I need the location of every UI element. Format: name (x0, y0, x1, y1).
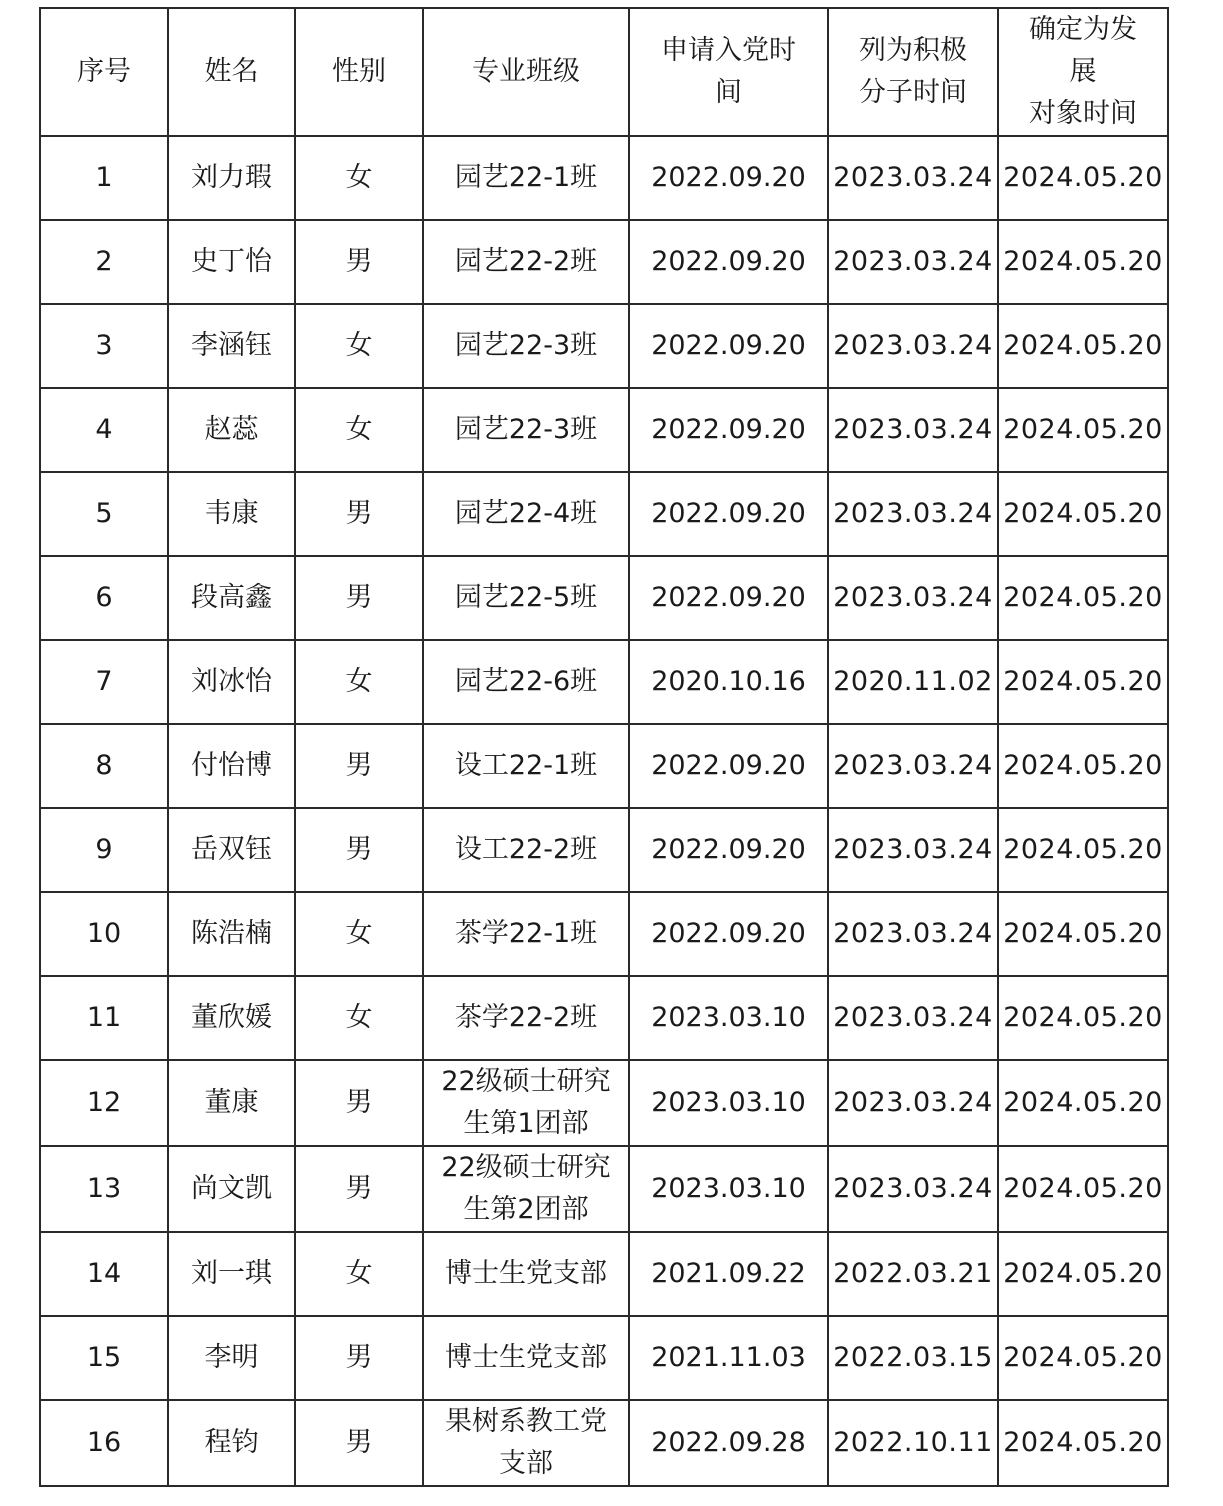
table-row (40, 472, 1168, 556)
cell-name: 尚文凯 (168, 1146, 295, 1232)
cell-development-date: 2024.05.20 (998, 1146, 1168, 1232)
cell-development-date: 2024.05.20 (998, 1060, 1168, 1146)
cell-class: 茶学22-1班 (423, 892, 629, 976)
table-row (40, 808, 1168, 892)
cell-activist-date: 2020.11.02 (828, 640, 998, 724)
cell-gender: 男 (295, 556, 423, 640)
table-row (40, 388, 1168, 472)
cell-development-date: 2024.05.20 (998, 1232, 1168, 1316)
cell-activist-date: 2022.10.11 (828, 1400, 998, 1486)
cell-seq: 13 (40, 1146, 168, 1232)
cell-name: 董康 (168, 1060, 295, 1146)
table-row (40, 892, 1168, 976)
cell-gender: 女 (295, 892, 423, 976)
cell-development-date: 2024.05.20 (998, 892, 1168, 976)
cell-apply-date: 2022.09.20 (629, 472, 828, 556)
cell-development-date: 2024.05.20 (998, 388, 1168, 472)
cell-class: 园艺22-3班 (423, 304, 629, 388)
cell-activist-date: 2023.03.24 (828, 976, 998, 1060)
cell-apply-date: 2022.09.20 (629, 556, 828, 640)
cell-seq: 10 (40, 892, 168, 976)
cell-name: 刘一琪 (168, 1232, 295, 1316)
cell-gender: 男 (295, 724, 423, 808)
cell-seq: 15 (40, 1316, 168, 1400)
cell-development-date: 2024.05.20 (998, 136, 1168, 220)
cell-gender: 女 (295, 640, 423, 724)
header-gender: 性别 (295, 8, 423, 136)
cell-seq: 12 (40, 1060, 168, 1146)
table-row (40, 724, 1168, 808)
cell-gender: 女 (295, 304, 423, 388)
cell-gender: 女 (295, 976, 423, 1060)
cell-class: 园艺22-3班 (423, 388, 629, 472)
cell-gender: 女 (295, 1232, 423, 1316)
table-row (40, 136, 1168, 220)
table-row (40, 1316, 1168, 1400)
cell-seq: 9 (40, 808, 168, 892)
cell-name: 李明 (168, 1316, 295, 1400)
cell-apply-date: 2020.10.16 (629, 640, 828, 724)
cell-seq: 7 (40, 640, 168, 724)
cell-name: 陈浩楠 (168, 892, 295, 976)
header-seq: 序号 (40, 8, 168, 136)
cell-name: 李涵钰 (168, 304, 295, 388)
cell-name: 赵蕊 (168, 388, 295, 472)
cell-apply-date: 2023.03.10 (629, 1060, 828, 1146)
cell-apply-date: 2022.09.20 (629, 136, 828, 220)
cell-name: 程钧 (168, 1400, 295, 1486)
cell-development-date: 2024.05.20 (998, 304, 1168, 388)
header-activist-date: 列为积极 分子时间 (828, 8, 998, 136)
cell-development-date: 2024.05.20 (998, 640, 1168, 724)
cell-name: 岳双钰 (168, 808, 295, 892)
cell-class: 果树系教工党 支部 (423, 1400, 629, 1486)
header-development-date: 确定为发 展 对象时间 (998, 8, 1168, 136)
cell-seq: 14 (40, 1232, 168, 1316)
cell-seq: 16 (40, 1400, 168, 1486)
cell-development-date: 2024.05.20 (998, 808, 1168, 892)
cell-name: 史丁怡 (168, 220, 295, 304)
cell-seq: 4 (40, 388, 168, 472)
cell-class: 博士生党支部 (423, 1316, 629, 1400)
cell-activist-date: 2022.03.21 (828, 1232, 998, 1316)
cell-apply-date: 2021.11.03 (629, 1316, 828, 1400)
cell-class: 设工22-1班 (423, 724, 629, 808)
cell-apply-date: 2022.09.20 (629, 724, 828, 808)
cell-seq: 3 (40, 304, 168, 388)
cell-activist-date: 2023.03.24 (828, 1146, 998, 1232)
cell-class: 22级硕士研究 生第2团部 (423, 1146, 629, 1232)
cell-seq: 6 (40, 556, 168, 640)
table-row (40, 1400, 1168, 1486)
cell-development-date: 2024.05.20 (998, 472, 1168, 556)
cell-name: 段高鑫 (168, 556, 295, 640)
cell-development-date: 2024.05.20 (998, 976, 1168, 1060)
cell-gender: 男 (295, 808, 423, 892)
cell-apply-date: 2022.09.20 (629, 388, 828, 472)
cell-apply-date: 2023.03.10 (629, 1146, 828, 1232)
table-row (40, 304, 1168, 388)
table-body (40, 136, 1168, 1486)
cell-name: 刘冰怡 (168, 640, 295, 724)
cell-class: 博士生党支部 (423, 1232, 629, 1316)
cell-activist-date: 2023.03.24 (828, 724, 998, 808)
cell-seq: 1 (40, 136, 168, 220)
cell-gender: 男 (295, 472, 423, 556)
cell-gender: 男 (295, 220, 423, 304)
cell-development-date: 2024.05.20 (998, 1400, 1168, 1486)
table-row (40, 1060, 1168, 1146)
cell-class: 22级硕士研究 生第1团部 (423, 1060, 629, 1146)
header-row (40, 8, 1168, 136)
cell-class: 园艺22-5班 (423, 556, 629, 640)
cell-gender: 女 (295, 388, 423, 472)
table-row (40, 556, 1168, 640)
cell-seq: 11 (40, 976, 168, 1060)
cell-class: 园艺22-6班 (423, 640, 629, 724)
cell-class: 设工22-2班 (423, 808, 629, 892)
cell-activist-date: 2023.03.24 (828, 556, 998, 640)
cell-gender: 男 (295, 1060, 423, 1146)
cell-activist-date: 2023.03.24 (828, 388, 998, 472)
member-table (39, 7, 1169, 1487)
cell-development-date: 2024.05.20 (998, 556, 1168, 640)
cell-gender: 男 (295, 1146, 423, 1232)
cell-apply-date: 2022.09.28 (629, 1400, 828, 1486)
cell-apply-date: 2022.09.20 (629, 304, 828, 388)
cell-seq: 8 (40, 724, 168, 808)
cell-name: 付怡博 (168, 724, 295, 808)
cell-class: 园艺22-1班 (423, 136, 629, 220)
cell-seq: 5 (40, 472, 168, 556)
table-header (40, 8, 1168, 136)
cell-development-date: 2024.05.20 (998, 220, 1168, 304)
table-row (40, 1146, 1168, 1232)
cell-name: 董欣媛 (168, 976, 295, 1060)
header-class: 专业班级 (423, 8, 629, 136)
cell-activist-date: 2023.03.24 (828, 808, 998, 892)
cell-activist-date: 2023.03.24 (828, 892, 998, 976)
header-apply-date: 申请入党时 间 (629, 8, 828, 136)
table-row (40, 976, 1168, 1060)
cell-class: 园艺22-2班 (423, 220, 629, 304)
cell-apply-date: 2022.09.20 (629, 220, 828, 304)
cell-gender: 男 (295, 1400, 423, 1486)
cell-apply-date: 2023.03.10 (629, 976, 828, 1060)
cell-class: 茶学22-2班 (423, 976, 629, 1060)
cell-apply-date: 2021.09.22 (629, 1232, 828, 1316)
cell-name: 韦康 (168, 472, 295, 556)
cell-activist-date: 2023.03.24 (828, 472, 998, 556)
cell-development-date: 2024.05.20 (998, 1316, 1168, 1400)
cell-activist-date: 2022.03.15 (828, 1316, 998, 1400)
cell-gender: 男 (295, 1316, 423, 1400)
cell-name: 刘力瑕 (168, 136, 295, 220)
cell-activist-date: 2023.03.24 (828, 304, 998, 388)
cell-apply-date: 2022.09.20 (629, 892, 828, 976)
table-row (40, 220, 1168, 304)
cell-class: 园艺22-4班 (423, 472, 629, 556)
cell-apply-date: 2022.09.20 (629, 808, 828, 892)
cell-development-date: 2024.05.20 (998, 724, 1168, 808)
cell-activist-date: 2023.03.24 (828, 136, 998, 220)
header-name: 姓名 (168, 8, 295, 136)
table-row (40, 640, 1168, 724)
cell-activist-date: 2023.03.24 (828, 1060, 998, 1146)
cell-activist-date: 2023.03.24 (828, 220, 998, 304)
table-row (40, 1232, 1168, 1316)
cell-gender: 女 (295, 136, 423, 220)
cell-seq: 2 (40, 220, 168, 304)
